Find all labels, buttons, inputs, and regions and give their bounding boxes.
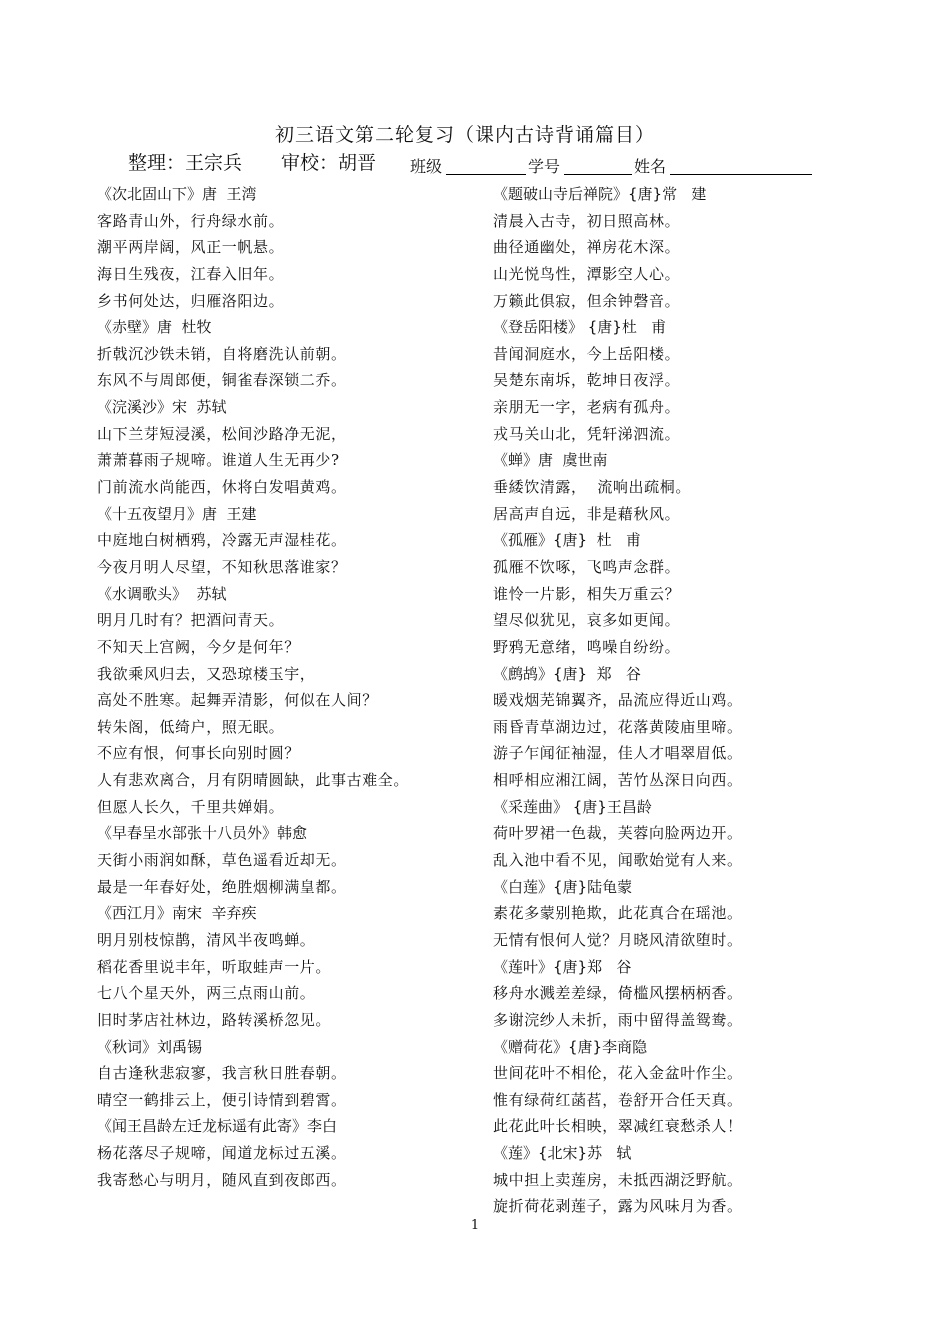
poem-line: 我欲乘风归去，又恐琼楼玉宇， — [97, 664, 316, 683]
poem-line: 昔闻洞庭水，今上岳阳楼。 — [493, 344, 681, 363]
poem-line: 相呼相应湘江阔，苦竹丛深日向西。 — [493, 771, 743, 790]
poem-title: 《十五夜望月》唐 王建 — [97, 504, 257, 523]
poem-line: 潮平两岸阔，风正一帆悬。 — [97, 238, 285, 257]
poem-line: 客路青山外，行舟绿水前。 — [97, 211, 285, 230]
poem-title: 《早春呈水部张十八员外》韩愈 — [97, 824, 308, 843]
poem-line: 谁怜一片影，相失万重云？ — [493, 584, 681, 603]
poem-line: 折戟沉沙铁未销，自将磨洗认前朝。 — [97, 344, 347, 363]
poem-line: 游子乍闻征袖湿，佳人才唱翠眉低。 — [493, 744, 743, 763]
class-label: 班级 — [410, 157, 443, 176]
poem-line: 人有悲欢离合，月有阴晴圆缺，此事古难全。 — [97, 771, 410, 790]
poem-title: 《赠荷花》{唐}李商隐 — [493, 1037, 648, 1056]
student-id-blank[interactable] — [564, 154, 632, 175]
poem-line: 无情有恨何人觉？月晓风清欲堕时。 — [493, 930, 743, 949]
reviewer-credit: 审校：胡晋 — [281, 152, 377, 174]
poem-line: 旧时茅店社林边，路转溪桥忽见。 — [97, 1010, 332, 1029]
poem-line: 城中担上卖莲房，未抵西湖泛野航。 — [493, 1170, 743, 1189]
poem-line: 多谢浣纱人未折，雨中留得盖鸳鸯。 — [493, 1010, 743, 1029]
poem-title: 《莲》{北宋}苏 轼 — [493, 1144, 632, 1163]
poem-title: 《莲叶》{唐}郑 谷 — [493, 957, 632, 976]
poem-line: 望尽似犹见，哀多如更闻。 — [493, 611, 681, 630]
poem-line: 雨昏青草湖边过，花落黄陵庙里啼。 — [493, 717, 743, 736]
page-number: 1 — [470, 1218, 480, 1233]
poem-title: 《西江月》南宋 辛弃疾 — [97, 904, 257, 923]
poem-line: 山下兰芽短浸溪，松间沙路净无泥， — [97, 424, 347, 443]
poem-line: 不应有恨，何事长向别时圆？ — [97, 744, 300, 763]
poem-title: 《孤雁》{唐} 杜 甫 — [493, 531, 641, 550]
poem-line: 居高声自远，非是藉秋风。 — [493, 504, 681, 523]
poem-line: 自古逢秋悲寂寥，我言秋日胜春朝。 — [97, 1064, 347, 1083]
poem-line: 最是一年春好处，绝胜烟柳满皇都。 — [97, 877, 347, 896]
poem-title: 《闻王昌龄左迁龙标遥有此寄》李白 — [97, 1117, 338, 1136]
poem-line: 但愿人长久，千里共婵娟。 — [97, 797, 285, 816]
poem-line: 荷叶罗裙一色裁，芙蓉向脸两边开。 — [493, 824, 743, 843]
poem-title: 《赤壁》唐 杜牧 — [97, 318, 212, 337]
poem-line: 明月别枝惊鹊，清风半夜鸣蝉。 — [97, 930, 316, 949]
poem-line: 素花多蒙别艳欺，此花真合在瑶池。 — [493, 904, 743, 923]
poem-line: 清晨入古寺，初日照高林。 — [493, 211, 681, 230]
poem-line: 惟有绿荷红菡萏，卷舒开合任天真。 — [493, 1090, 743, 1109]
poem-line: 乡书何处达，归雁洛阳边。 — [97, 291, 285, 310]
poem-line: 高处不胜寒。起舞弄清影，何似在人间？ — [97, 691, 378, 710]
poem-line: 万籁此俱寂，但余钟磬音。 — [493, 291, 681, 310]
right-poem-column — [493, 181, 873, 1220]
poem-title: 《鹧鸪》{唐} 郑 谷 — [493, 664, 641, 683]
left-poem-column — [97, 181, 477, 1193]
poem-line: 不知天上宫阙，今夕是何年？ — [97, 637, 300, 656]
poem-title: 《蝉》唐 虞世南 — [493, 451, 608, 470]
poem-line: 曲径通幽处，禅房花木深。 — [493, 238, 681, 257]
poem-line: 亲朋无一字，老病有孤舟。 — [493, 398, 681, 417]
poem-title: 《采莲曲》 {唐}王昌龄 — [493, 797, 652, 816]
poem-line: 中庭地白树栖鸦，冷露无声湿桂花。 — [97, 531, 347, 550]
poem-line: 孤雁不饮啄，飞鸣声念群。 — [493, 557, 681, 576]
poem-line: 山光悦鸟性，潭影空人心。 — [493, 264, 681, 283]
poem-title: 《登岳阳楼》 {唐}杜 甫 — [493, 318, 667, 337]
poem-title: 《次北固山下》唐 王湾 — [97, 185, 257, 203]
poem-line: 吴楚东南坼，乾坤日夜浮。 — [493, 371, 681, 390]
class-blank[interactable] — [446, 154, 526, 175]
poem-line: 旋折荷花剥莲子，露为风味月为香。 — [493, 1197, 743, 1216]
poem-line: 东风不与周郎便，铜雀春深锁二乔。 — [97, 371, 347, 390]
poem-title: 《题破山寺后禅院》{唐}常 建 — [493, 185, 707, 203]
poem-line: 暖戏烟芜锦翼齐，品流应得近山鸡。 — [493, 691, 743, 710]
page-title: 初三语文第二轮复习（课内古诗背诵篇目） — [274, 124, 655, 146]
poem-line: 乱入池中看不见，闻歌始觉有人来。 — [493, 851, 743, 870]
poem-line: 我寄愁心与明月，随风直到夜郎西。 — [97, 1170, 347, 1189]
poem-line: 移舟水溅差差绿，倚槛风摆柄柄香。 — [493, 984, 743, 1003]
poem-line: 世间花叶不相伦，花入金盆叶作尘。 — [493, 1064, 743, 1083]
poem-line: 转朱阁，低绮户，照无眠。 — [97, 717, 285, 736]
poem-line: 稻花香里说丰年，听取蛙声一片。 — [97, 957, 332, 976]
poem-line: 此花此叶长相映，翠减红衰愁杀人！ — [493, 1117, 743, 1136]
poem-line: 杨花落尽子规啼，闻道龙标过五溪。 — [97, 1144, 347, 1163]
poem-line: 戎马关山北，凭轩涕泗流。 — [493, 424, 681, 443]
poem-title: 《秋词》刘禹锡 — [97, 1037, 203, 1056]
poem-line: 七八个星天外，两三点雨山前。 — [97, 984, 316, 1003]
poem-title: 《白莲》{唐}陆龟蒙 — [493, 877, 633, 896]
header-meta-line — [128, 148, 828, 180]
poem-line: 萧萧暮雨子规啼。谁道人生无再少? — [97, 451, 340, 470]
poem-title: 《水调歌头》 苏轼 — [97, 584, 227, 603]
poem-line: 海日生残夜，江春入旧年。 — [97, 264, 285, 283]
poem-line: 晴空一鹤排云上，便引诗情到碧霄。 — [97, 1090, 347, 1109]
poem-line: 门前流水尚能西，休将白发唱黄鸡。 — [97, 478, 347, 497]
poem-line: 天街小雨润如酥，草色遥看近却无。 — [97, 851, 347, 870]
poem-line: 明月几时有？把酒问青天。 — [97, 611, 285, 630]
poem-title: 《浣溪沙》宋 苏轼 — [97, 398, 227, 417]
poem-line: 野鸦无意绪，鸣噪自纷纷。 — [493, 637, 681, 656]
name-blank[interactable] — [670, 154, 812, 175]
poem-line: 垂緌饮清露， 流响出疏桐。 — [493, 478, 691, 497]
poem-line: 今夜月明人尽望，不知秋思落谁家？ — [97, 557, 347, 576]
name-label: 姓名 — [634, 157, 667, 176]
organizer-credit: 整理：王宗兵 — [128, 152, 243, 174]
student-id-label: 学号 — [528, 157, 561, 176]
